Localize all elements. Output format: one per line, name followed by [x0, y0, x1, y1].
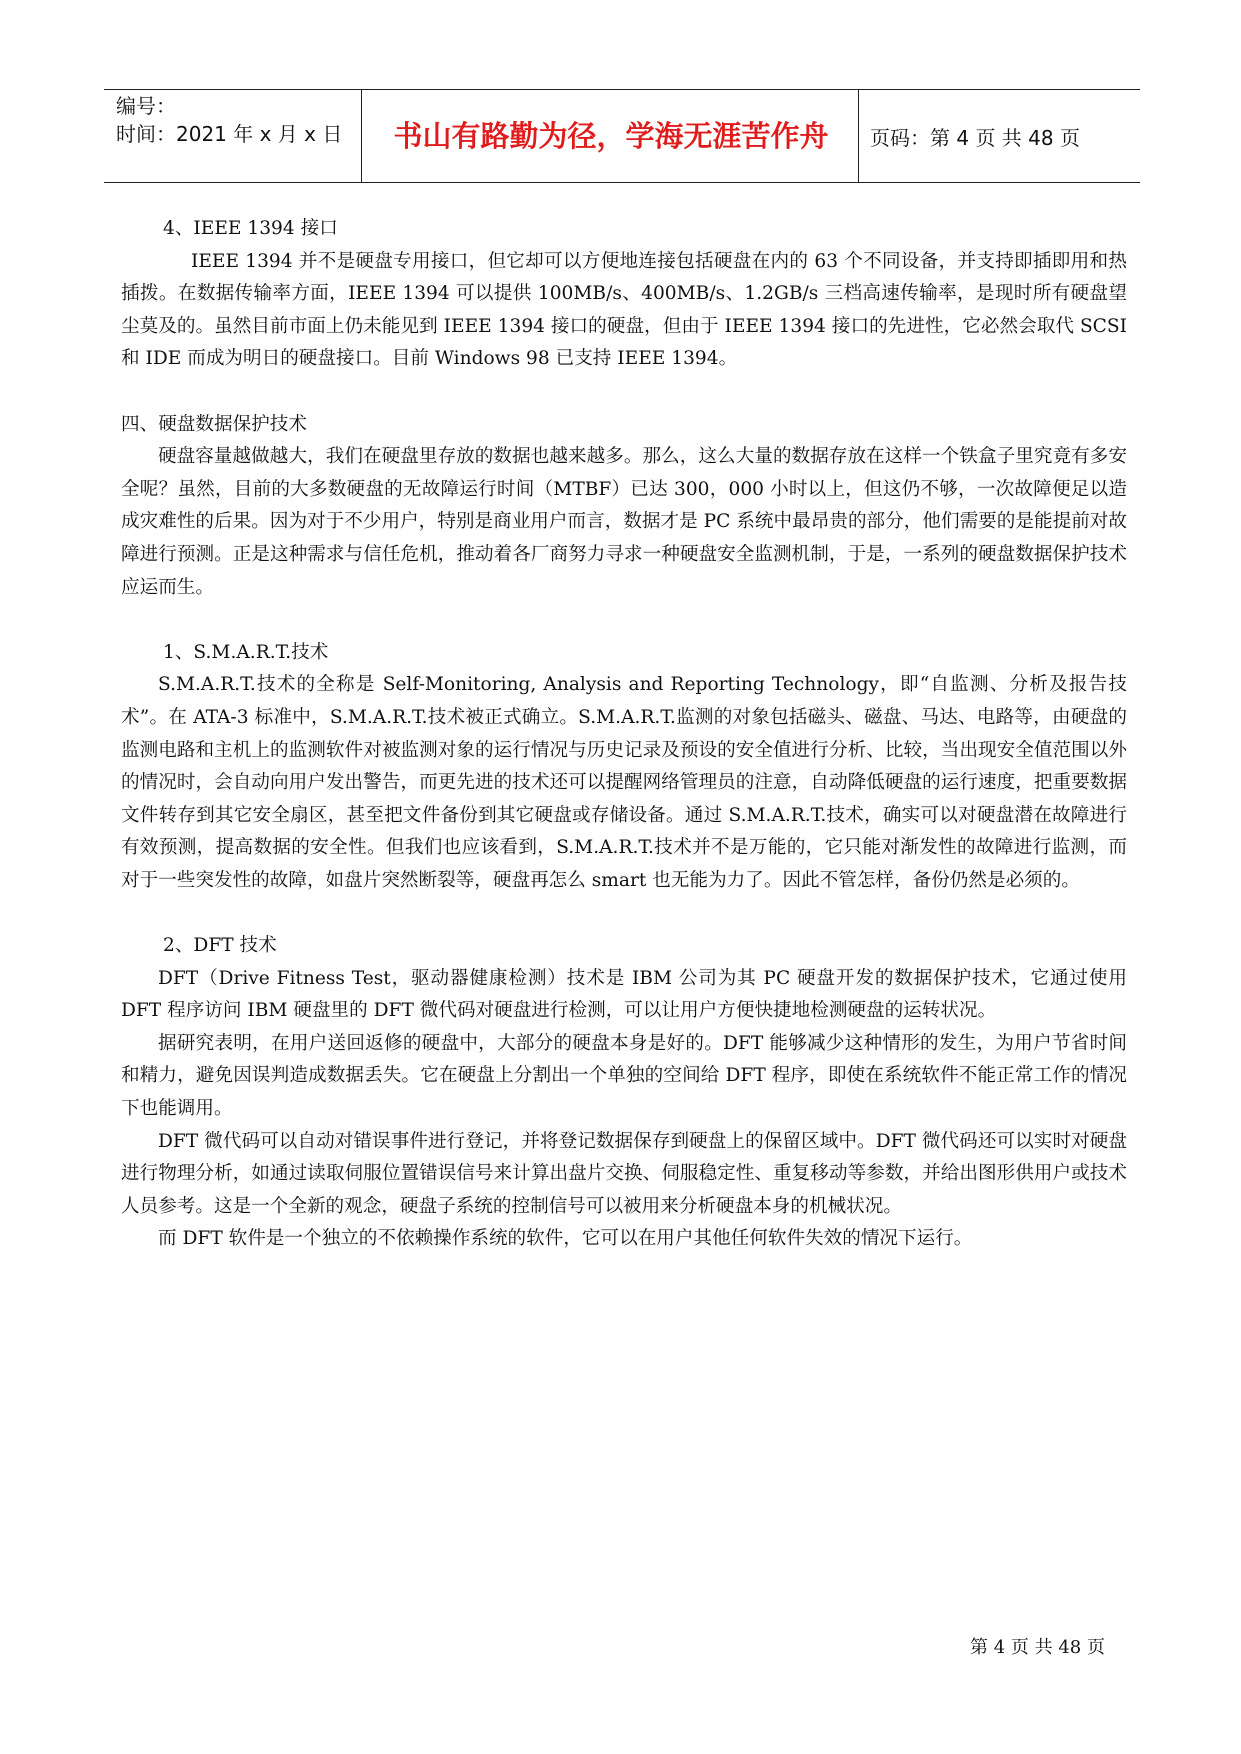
header-meta	[116, 92, 342, 148]
paragraph-data-protection: 硬盘容量越做越大，我们在硬盘里存放的数据也越来越多。那么，这么大量的数据存放在这样一个铁盒子里究竟有多安全呢？虽然，目前的大多数硬盘的无故障运行时间（MTBF）已达 300，000 小时以上，但这仍不够，一次故障便足以造成灾难性的后果。因为对于不少用户，特别是商业用户而言，数据才是 PC 系统中最昂贵的部分，他们需要的是能提前对故障进行预测。正是这种需求与信任危机，推动着各厂商努力寻求一种硬盘安全监测机制，于是，一系列的硬盘数据保护技术应运而生。	[121, 446, 1127, 598]
section-heading-smart: 1、S.M.A.R.T.技术	[163, 641, 329, 663]
header-motto: 书山有路勤为径，学海无涯苦作舟	[393, 119, 829, 153]
paragraph-dft-intro: DFT（Drive Fitness Test，驱动器健康检测）技术是 IBM 公司为其 PC 硬盘开发的数据保护技术，它通过使用 DFT 程序访问 IBM 硬盘里的 DFT 微代码对硬盘进行检测，可以让用户方便快捷地检测硬盘的运转状况。	[121, 967, 1127, 1022]
paragraph-dft-software: 而 DFT 软件是一个独立的不依赖操作系统的软件，它可以在用户其他任何软件失效的情况下运行。	[158, 1228, 973, 1250]
document-body	[121, 213, 1127, 1256]
document-date: 时间：2021 年 x 月 x 日	[116, 122, 343, 146]
header-divider-right	[858, 89, 859, 182]
section-heading-dft: 2、DFT 技术	[163, 935, 277, 957]
section-heading-ieee1394: 4、IEEE 1394 接口	[163, 218, 338, 239]
header-top-rule	[104, 89, 1140, 90]
header-page-number: 页码：第 4 页 共 48 页	[870, 126, 1080, 150]
paragraph-smart: S.M.A.R.T.技术的全称是 Self-Monitoring, Analysis and Reporting Technology，即“自监测、分析及报告技术”。在 ATA-3 标准中，S.M.A.R.T.技术被正式确立。S.M.A.R.T.监测的对象包括磁头、磁盘、马达、电路等，由硬盘的监测电路和主机上的监测软件对被监测对象的运行情况与历史记录及预设的安全值进行分析、比较，当出现安全值范围以外的情况时，会自动向用户发出警告，而更先进的技术还可以提醒网络管理员的注意，自动降低硬盘的运行速度，把重要数据文件转存到其它安全扇区，甚至把文件备份到其它硬盘或存储设备。通过 S.M.A.R.T.技术，确实可以对硬盘潜在故障进行有效预测，提高数据的安全性。但我们也应该看到，S.M.A.R.T.技术并不是万能的，它只能对渐发性的故障进行监测，而对于一些突发性的故障，如盘片突然断裂等，硬盘再怎么 smart 也无能为力了。因此不管怎样，备份仍然是必须的。	[121, 674, 1127, 891]
header-bottom-rule	[104, 182, 1140, 183]
section-heading-data-protection: 四、硬盘数据保护技术	[121, 413, 307, 435]
paragraph-ieee1394: IEEE 1394 并不是硬盘专用接口，但它却可以方便地连接包括硬盘在内的 63 个不同设备，并支持即插即用和热插拨。在数据传输率方面，IEEE 1394 可以提供 100MB/s、400MB/s、1.2GB/s 三档高速传输率，是现时所有硬盘望尘莫及的。虽然目前市面上仍未能见到 IEEE 1394 接口的硬盘，但由于 IEEE 1394 接口的先进性，它必然会取代 SCSI 和 IDE 而成为明日的硬盘接口。目前 Windows 98 已支持 IEEE 1394。	[121, 250, 1127, 370]
paragraph-dft-microcode: DFT 微代码可以自动对错误事件进行登记，并将登记数据保存到硬盘上的保留区域中。DFT 微代码还可以实时对硬盘进行物理分析，如通过读取伺服位置错误信号来计算出盘片交换、伺服稳定性、重复移动等参数，并给出图形供用户或技术人员参考。这是一个全新的观念，硬盘子系统的控制信号可以被用来分析硬盘本身的机械状况。	[121, 1130, 1127, 1217]
footer-page-number: 第 4 页 共 48 页	[970, 1637, 1105, 1658]
paragraph-dft-research: 据研究表明，在用户送回返修的硬盘中，大部分的硬盘本身是好的。DFT 能够减少这种情形的发生，为用户节省时间和精力，避免因误判造成数据丢失。它在硬盘上分割出一个单独的空间给 DFT 程序，即使在系统软件不能正常工作的情况下也能调用。	[121, 1032, 1127, 1120]
header-divider-left	[361, 89, 362, 182]
document-number-label: 编号：	[116, 94, 176, 118]
